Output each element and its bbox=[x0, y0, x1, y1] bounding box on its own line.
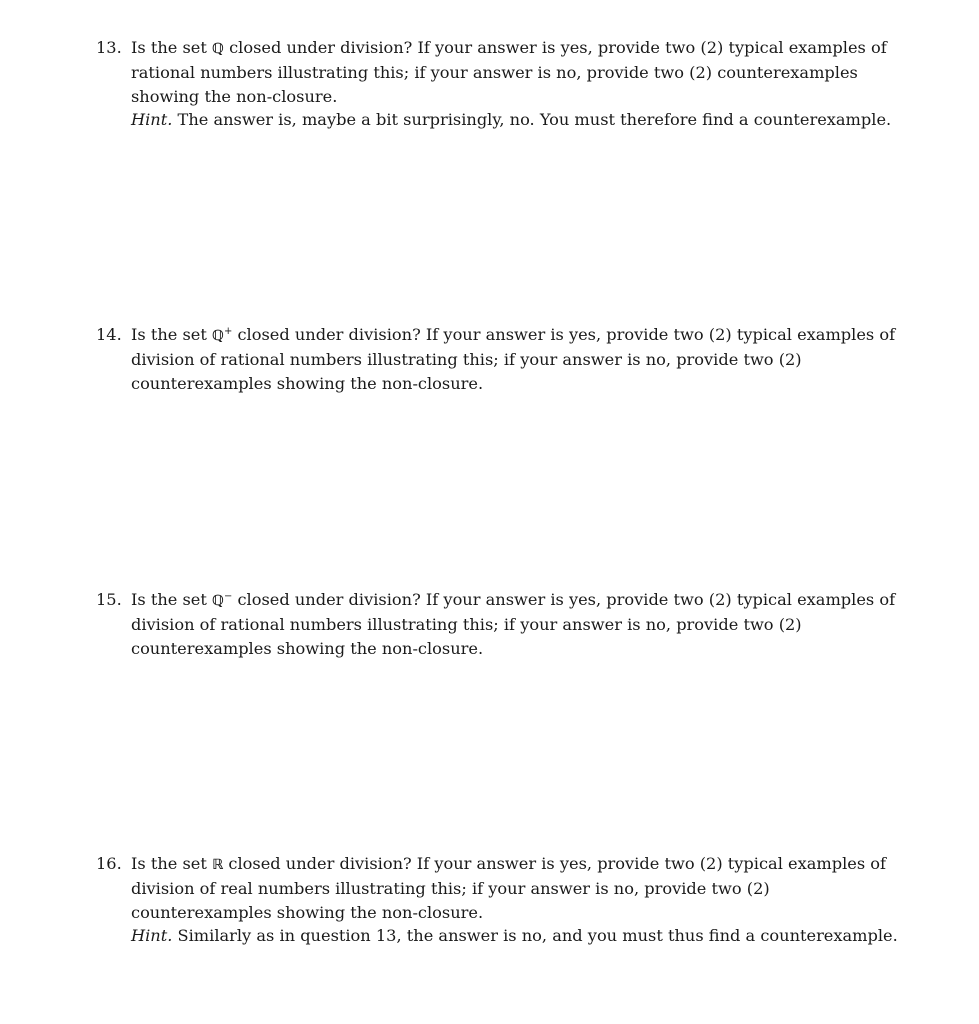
question-16 bbox=[96, 852, 906, 948]
set-symbol: ℚ bbox=[212, 328, 224, 344]
question-text: Is the set bbox=[131, 590, 213, 609]
question-line: counterexamples showing the non-closure. bbox=[131, 638, 484, 658]
question-number: 13. bbox=[96, 38, 122, 57]
question-line: counterexamples showing the non-closure. bbox=[131, 373, 484, 393]
question-line: rational numbers illustrating this; if your answer is no, provide two (2) counterexamples bbox=[131, 63, 858, 83]
question-text: closed under division? If your answer is yes, provide two (2) typical examples of bbox=[232, 590, 896, 609]
question-text: closed under division? If your answer is yes, provide two (2) typical examples of bbox=[223, 38, 887, 57]
question-text: Is the set bbox=[131, 38, 213, 57]
question-body bbox=[131, 588, 906, 660]
hint-label: Hint. bbox=[131, 110, 173, 130]
question-body bbox=[131, 323, 906, 395]
question-line: counterexamples showing the non-closure. bbox=[131, 902, 484, 922]
question-body bbox=[131, 852, 906, 948]
question-number: 14. bbox=[96, 325, 122, 344]
question-line: division of rational numbers illustrating this; if your answer is no, provide two (2) bbox=[131, 350, 802, 370]
question-line bbox=[131, 36, 906, 61]
set-superscript: + bbox=[223, 326, 233, 337]
question-line bbox=[131, 852, 906, 877]
question-text: Is the set bbox=[131, 854, 213, 873]
hint-label: Hint. bbox=[131, 926, 173, 946]
hint-line bbox=[131, 924, 906, 947]
hint-line bbox=[131, 108, 906, 131]
set-superscript: − bbox=[223, 591, 233, 602]
set-symbol: ℚ bbox=[212, 41, 224, 57]
question-line: division of real numbers illustrating this; if your answer is no, provide two (2) bbox=[131, 879, 770, 899]
question-line bbox=[131, 323, 906, 348]
question-13 bbox=[96, 36, 906, 132]
question-body bbox=[131, 36, 906, 132]
question-line bbox=[131, 588, 906, 613]
question-line: showing the non-closure. bbox=[131, 86, 338, 106]
hint-text: The answer is, maybe a bit surprisingly, no. You must therefore find a counterexample. bbox=[172, 110, 892, 130]
set-symbol: ℝ bbox=[212, 857, 224, 873]
question-text: closed under division? If your answer is yes, provide two (2) typical examples of bbox=[232, 325, 896, 344]
question-number: 16. bbox=[96, 854, 122, 873]
question-14 bbox=[96, 323, 906, 395]
question-text: Is the set bbox=[131, 325, 213, 344]
hint-text: Similarly as in question 13, the answer is no, and you must thus find a counterexample. bbox=[172, 926, 898, 946]
question-15 bbox=[96, 588, 906, 660]
question-number: 15. bbox=[96, 590, 122, 609]
set-symbol: ℚ bbox=[212, 593, 224, 609]
question-line: division of rational numbers illustrating this; if your answer is no, provide two (2) bbox=[131, 615, 802, 635]
question-text: closed under division? If your answer is yes, provide two (2) typical examples of bbox=[223, 854, 887, 873]
